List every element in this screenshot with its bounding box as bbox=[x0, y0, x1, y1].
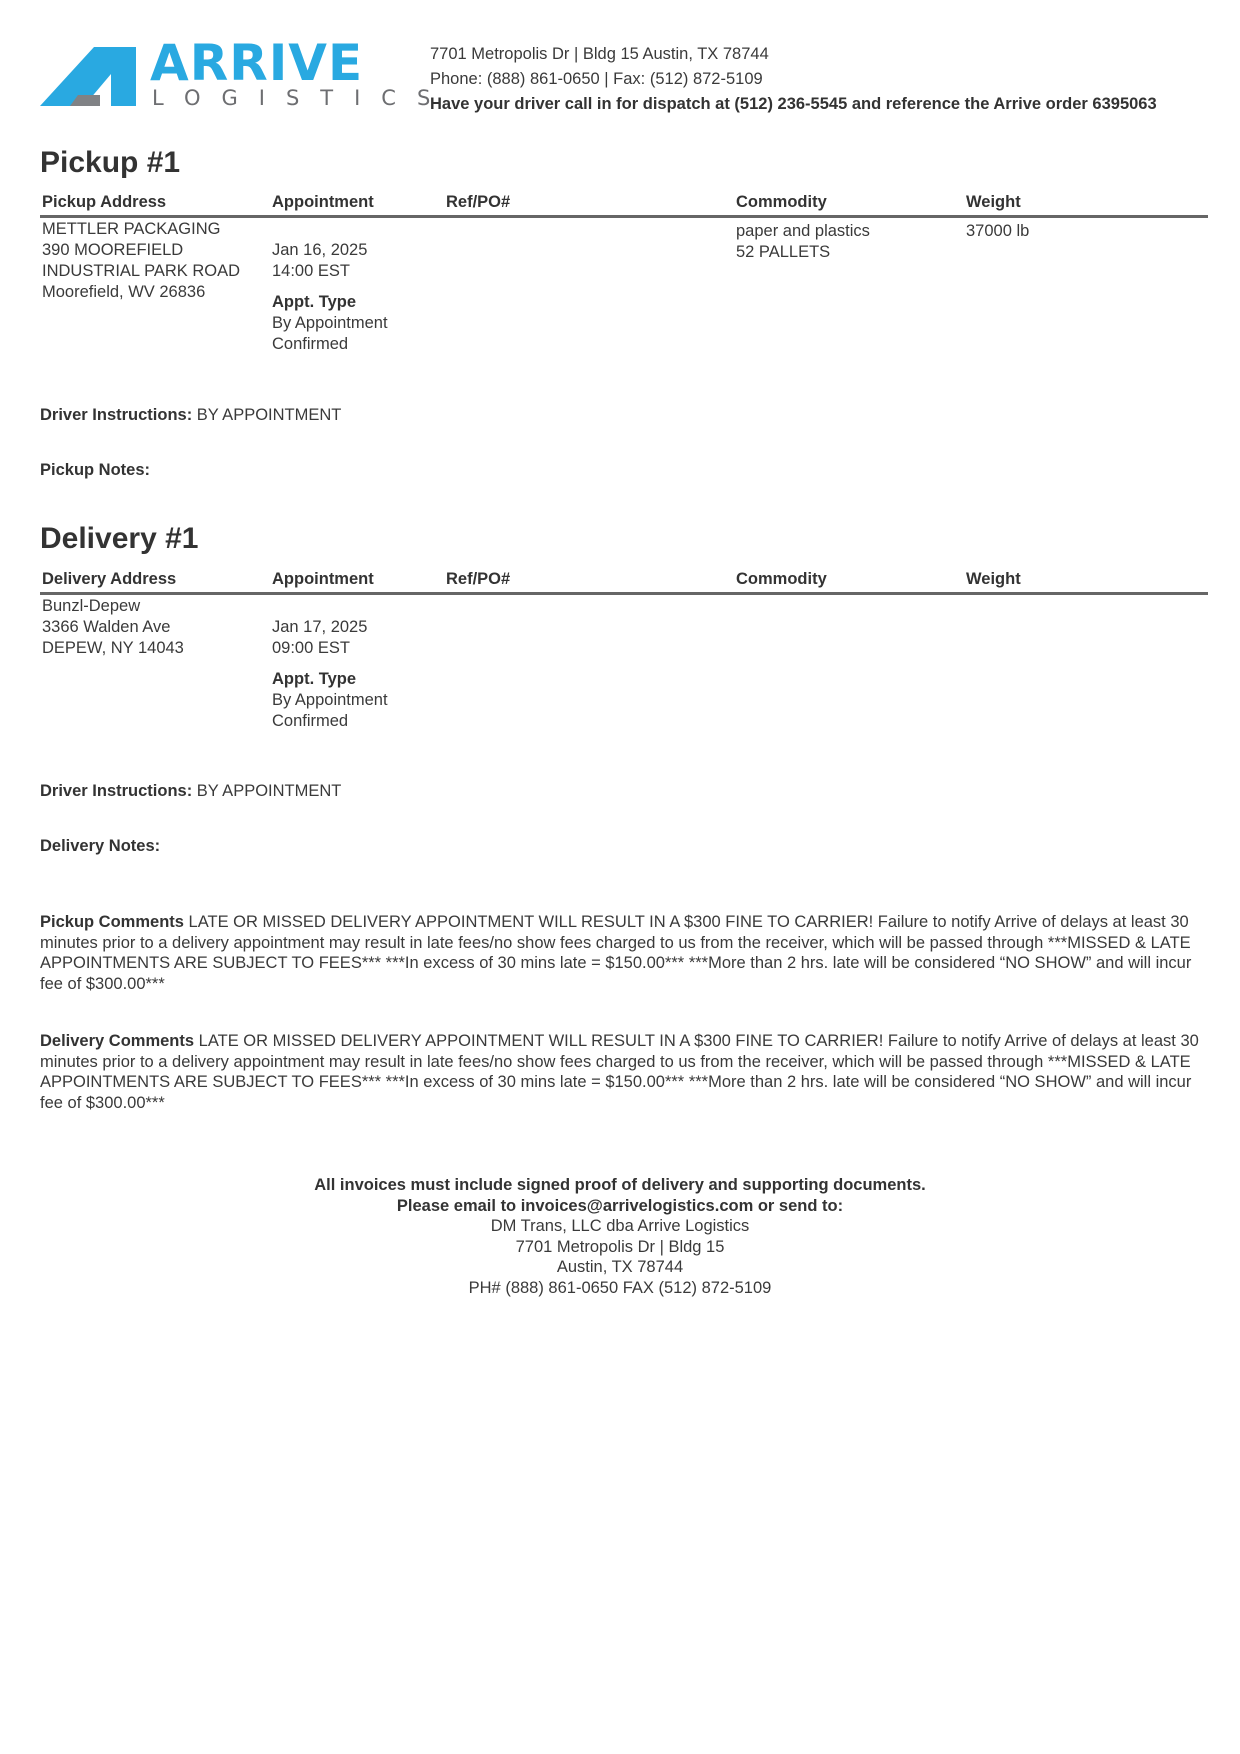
pickup-appt-date: Jan 16, 2025 bbox=[272, 241, 368, 259]
delivery-comments bbox=[40, 1031, 1208, 1113]
delivery-comments-label: Delivery Comments bbox=[40, 1032, 195, 1050]
delivery-address bbox=[42, 596, 184, 659]
company-address: 7701 Metropolis Dr | Bldg 15 Austin, TX 78744 bbox=[430, 45, 769, 63]
delivery-driver-instructions bbox=[40, 782, 341, 801]
pickup-driver-instructions-value: BY APPOINTMENT bbox=[196, 406, 342, 424]
delivery-appt-type-label: Appt. Type bbox=[272, 670, 357, 688]
pickup-appt-type-label: Appt. Type bbox=[272, 293, 357, 311]
delivery-weight-header: Weight bbox=[966, 570, 1021, 588]
delivery-driver-instructions-value: BY APPOINTMENT bbox=[196, 782, 342, 800]
arrive-logo-mark-icon bbox=[40, 47, 140, 107]
delivery-comments-text: LATE OR MISSED DELIVERY APPOINTMENT WILL RESULT IN A $300 FINE TO CARRIER! Failure to notify Arrive of delays at least 30 minutes prior to a delivery appointment may result in late fees/no show fees charged to us from the receiver, which will be passed through ***MISSED & LATE APPOINTMENTS ARE SUBJECT TO FEES*** ***In excess of 30 mins late = $150.00*** ***More than 2 hrs. late will be considered “NO SHOW” and will incur fee of $300.00*** bbox=[40, 1032, 1199, 1112]
pickup-weight: 37000 lb bbox=[966, 222, 1030, 240]
footer-city: Austin, TX 78744 bbox=[556, 1258, 684, 1276]
delivery-appointment bbox=[272, 617, 388, 732]
pickup-address-line: Moorefield, WV 26836 bbox=[42, 283, 206, 301]
pickup-weight-header: Weight bbox=[966, 193, 1021, 211]
footer-street: 7701 Metropolis Dr | Bldg 15 bbox=[515, 1237, 725, 1256]
invoice-footer bbox=[0, 1175, 1240, 1298]
pickup-driver-instructions-label: Driver Instructions: bbox=[40, 406, 193, 424]
delivery-appt-status: Confirmed bbox=[272, 712, 349, 730]
delivery-driver-instructions-label: Driver Instructions: bbox=[40, 782, 193, 800]
pickup-address-line: 390 MOOREFIELD bbox=[42, 241, 184, 259]
delivery-appt-date: Jan 17, 2025 bbox=[272, 618, 368, 636]
delivery-title: Delivery #1 bbox=[40, 522, 199, 555]
delivery-appointment-header: Appointment bbox=[272, 570, 374, 588]
delivery-address-header: Delivery Address bbox=[42, 570, 177, 588]
footer-company-name: DM Trans, LLC dba Arrive Logistics bbox=[490, 1217, 750, 1235]
pickup-comments-text: LATE OR MISSED DELIVERY APPOINTMENT WILL RESULT IN A $300 FINE TO CARRIER! Failure to notify Arrive of delays at least 30 minutes prior to a delivery appointment may result in late fees/no show fees charged to us from the receiver, which will be passed through ***MISSED & LATE APPOINTMENTS ARE SUBJECT TO FEES*** ***In excess of 30 mins late = $150.00*** ***More than 2 hrs. late will be considered “NO SHOW” and will incur fee of $300.00*** bbox=[40, 913, 1192, 993]
pickup-commodity-line: paper and plastics bbox=[736, 222, 870, 240]
delivery-table-header bbox=[40, 570, 1208, 595]
pickup-comments bbox=[40, 912, 1208, 994]
pickup-address-header: Pickup Address bbox=[42, 193, 167, 211]
pickup-notes-label: Pickup Notes: bbox=[40, 461, 151, 479]
pickup-title: Pickup #1 bbox=[40, 146, 181, 179]
pickup-appointment-header: Appointment bbox=[272, 193, 374, 211]
pickup-driver-instructions bbox=[40, 406, 341, 425]
pickup-appt-time: 14:00 EST bbox=[272, 262, 350, 280]
pickup-address-line: METTLER PACKAGING bbox=[42, 220, 221, 238]
dispatch-instruction: Have your driver call in for dispatch at (512) 236-5545 and reference the Arrive order 6395063 bbox=[430, 95, 1157, 113]
logo-word-arrive: ARRIVE bbox=[150, 34, 364, 92]
delivery-address-line: Bunzl-Depew bbox=[42, 597, 141, 615]
pickup-ref-header: Ref/PO# bbox=[446, 193, 511, 211]
pickup-commodity-line: 52 PALLETS bbox=[736, 243, 831, 261]
pickup-commodity-header: Commodity bbox=[736, 193, 827, 211]
delivery-ref-header: Ref/PO# bbox=[446, 570, 511, 588]
footer-invoice-requirement: All invoices must include signed proof of delivery and supporting documents. bbox=[314, 1176, 926, 1194]
pickup-commodity bbox=[736, 221, 870, 263]
pickup-comments-label: Pickup Comments bbox=[40, 913, 184, 931]
delivery-appt-type: By Appointment bbox=[272, 691, 388, 709]
footer-email-instruction: Please email to invoices@arrivelogistics.com or send to: bbox=[396, 1196, 844, 1215]
pickup-address-line: INDUSTRIAL PARK ROAD bbox=[42, 262, 241, 280]
company-header bbox=[430, 42, 1157, 117]
pickup-notes bbox=[40, 461, 150, 480]
pickup-appt-type: By Appointment bbox=[272, 314, 388, 332]
delivery-address-line: 3366 Walden Ave bbox=[42, 618, 171, 636]
delivery-notes bbox=[40, 837, 160, 856]
logo-word-logistics: LOGISTICS bbox=[152, 86, 452, 110]
company-phone-fax: Phone: (888) 861-0650 | Fax: (512) 872-5109 bbox=[430, 70, 763, 88]
pickup-appt-status: Confirmed bbox=[272, 335, 349, 353]
delivery-appt-time: 09:00 EST bbox=[272, 639, 350, 657]
footer-phone-fax: PH# (888) 861-0650 FAX (512) 872-5109 bbox=[468, 1278, 772, 1297]
pickup-appointment bbox=[272, 240, 388, 355]
delivery-notes-label: Delivery Notes: bbox=[40, 837, 161, 855]
delivery-commodity-header: Commodity bbox=[736, 570, 827, 588]
arrive-logistics-logo bbox=[40, 34, 452, 114]
pickup-table-header bbox=[40, 193, 1208, 218]
pickup-address bbox=[42, 219, 240, 303]
delivery-address-line: DEPEW, NY 14043 bbox=[42, 639, 184, 657]
